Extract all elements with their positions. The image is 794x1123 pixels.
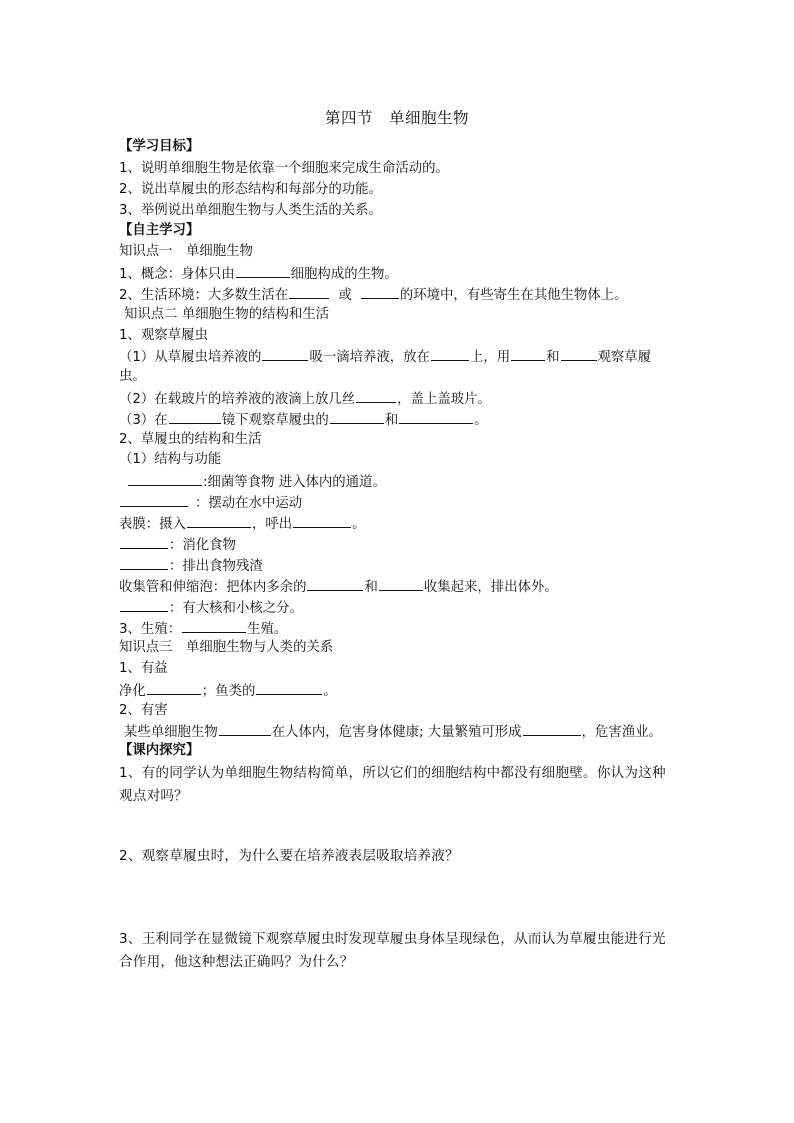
- fill-blank[interactable]: [431, 346, 469, 361]
- step1-cont: 虫。: [119, 369, 146, 384]
- text: 观察草履: [597, 350, 652, 365]
- text: ，危害渔业。: [581, 725, 662, 740]
- fill-blank[interactable]: [236, 263, 290, 278]
- text: 。: [352, 517, 366, 532]
- text: 净化: [119, 684, 146, 699]
- reproduction-line: [119, 618, 287, 640]
- fill-blank[interactable]: [147, 680, 201, 695]
- text: 。: [323, 684, 337, 699]
- fill-blank[interactable]: [187, 513, 251, 528]
- text: 的环境中，有些寄生在其他生物体上。: [399, 288, 628, 303]
- text: ：摆动在水中运动: [195, 496, 303, 511]
- concept-line: [119, 263, 398, 285]
- text: 收集起来，排出体外。: [423, 580, 558, 595]
- fill-blank[interactable]: [120, 597, 168, 612]
- harmful-line: [124, 721, 662, 743]
- text: ：消化食物: [169, 538, 236, 553]
- fill-blank[interactable]: [293, 513, 351, 528]
- fill-blank[interactable]: [256, 680, 322, 695]
- fill-blank[interactable]: [511, 346, 545, 361]
- fill-blank[interactable]: [120, 555, 168, 570]
- function-line: [119, 492, 302, 514]
- question-3: 3、王利同学在显微镜下观察草履虫时发现草履虫身体呈现绿色，从而认为草履虫能进行光合作用，他这种想法正确吗？为什么？: [119, 931, 666, 970]
- fill-blank[interactable]: [128, 471, 202, 486]
- text: 和: [546, 350, 560, 365]
- function-line: [119, 513, 366, 535]
- fill-blank[interactable]: [356, 388, 396, 403]
- question-1: 1、有的同学认为单细胞生物结构简单，所以它们的细胞结构中都没有细胞壁。你认为这种观点对吗？: [119, 765, 666, 804]
- text: :细菌等食物 进入体内的通道。: [203, 475, 386, 490]
- fill-blank[interactable]: [399, 409, 473, 424]
- text: 3、生殖：: [119, 622, 182, 637]
- goal-item: 2、说出草履虫的形态结构和每部分的功能。: [119, 182, 382, 197]
- beneficial-title: 1、有益: [119, 661, 168, 676]
- function-line: [119, 555, 263, 577]
- self-study-header: 【自主学习】: [119, 223, 200, 238]
- goal-item: 1、说明单细胞生物是依靠一个细胞来完成生命活动的。: [119, 161, 449, 176]
- text: 生殖。: [247, 622, 288, 637]
- text: ，盖上盖玻片。: [397, 392, 491, 407]
- fill-blank[interactable]: [379, 576, 423, 591]
- step1-line: [119, 346, 651, 368]
- function-line: [119, 576, 558, 598]
- function-line: [119, 597, 303, 619]
- text: 细胞构成的生物。: [290, 267, 398, 282]
- step2-line: [119, 388, 491, 410]
- goal-item: 3、举例说出单细胞生物与人类生活的关系。: [119, 203, 382, 218]
- function-line: [119, 471, 386, 493]
- text: 和: [384, 413, 399, 428]
- text: 镜下观察草履虫的: [221, 413, 329, 428]
- text: （3）在: [119, 413, 168, 428]
- text: 1、概念：身体只由: [119, 267, 235, 282]
- fill-blank[interactable]: [169, 409, 221, 424]
- text: ，呼出: [251, 517, 293, 532]
- text: 某些单细胞生物: [124, 725, 218, 740]
- function-line: [119, 534, 236, 556]
- fill-blank[interactable]: [361, 284, 399, 299]
- fill-blank[interactable]: [330, 409, 384, 424]
- structure-subtitle: （1）结构与功能: [119, 452, 222, 467]
- step3-line: [119, 409, 488, 431]
- text: ：排出食物残渣: [169, 559, 263, 574]
- text: ；鱼类的: [201, 684, 256, 699]
- kp1-title: 知识点一 单细胞生物: [119, 244, 253, 259]
- text: 表膜：摄入: [119, 517, 186, 532]
- fill-blank[interactable]: [120, 492, 188, 507]
- fill-blank[interactable]: [289, 284, 329, 299]
- fill-blank[interactable]: [120, 534, 168, 549]
- harmful-title: 2、有害: [119, 703, 168, 718]
- text: （2）在载玻片的培养液的液滴上放几丝: [119, 392, 356, 407]
- text: 吸一滴培养液，放在: [309, 350, 430, 365]
- question-2: 2、观察草履虫时，为什么要在培养液表层吸取培养液？: [119, 848, 459, 864]
- text: 或: [338, 288, 352, 303]
- fill-blank[interactable]: [307, 576, 363, 591]
- goals-header: 【学习目标】: [119, 139, 200, 154]
- fill-blank[interactable]: [219, 721, 271, 736]
- text: 在人体内，危害身体健康; 大量繁殖可形成: [271, 725, 522, 740]
- text: ：有大核和小核之分。: [169, 601, 303, 616]
- text: （1）从草履虫培养液的: [119, 350, 262, 365]
- page-title: 第四节 单细胞生物: [324, 109, 469, 127]
- text: 收集管和伸缩泡：把体内多余的: [119, 580, 307, 595]
- text: 和: [364, 580, 378, 595]
- inquiry-header: 【课内探究】: [119, 743, 200, 758]
- observe-title: 1、观察草履虫: [119, 328, 208, 343]
- fill-blank[interactable]: [182, 618, 246, 633]
- structure-title: 2、草履虫的结构和生活: [119, 432, 262, 447]
- fill-blank[interactable]: [262, 346, 308, 361]
- fill-blank[interactable]: [523, 721, 581, 736]
- fill-blank[interactable]: [561, 346, 597, 361]
- text: 2、生活环境：大多数生活在: [119, 288, 289, 303]
- beneficial-line: [119, 680, 337, 702]
- environment-line: [119, 284, 628, 306]
- text: 上，用: [469, 350, 511, 365]
- kp2-title: 知识点二 单细胞生物的结构和生活: [124, 307, 330, 322]
- kp3-title: 知识点三 单细胞生物与人类的关系: [119, 640, 334, 655]
- text: 。: [474, 413, 488, 428]
